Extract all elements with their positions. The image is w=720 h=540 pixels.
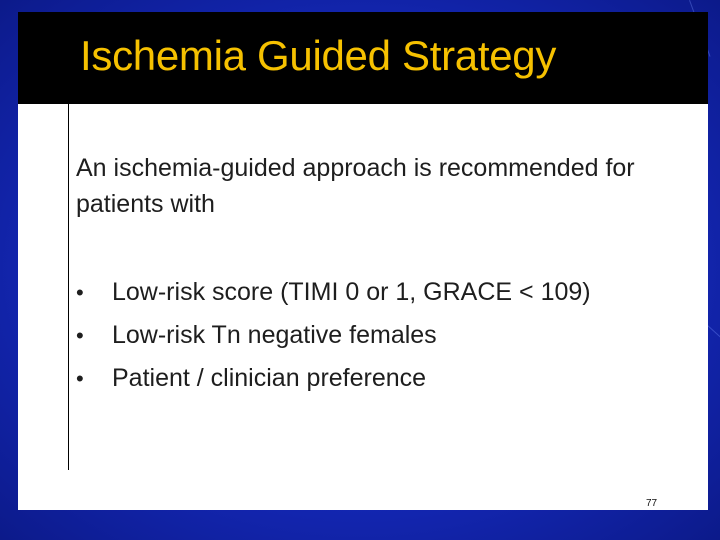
bullet-list bbox=[76, 274, 591, 403]
page-number: 77 bbox=[646, 498, 658, 509]
bullet-text: Patient / clinician preference bbox=[112, 364, 427, 392]
bullet-item bbox=[76, 360, 591, 403]
bullet-text: Low-risk Tn negative females bbox=[112, 321, 437, 349]
bullet-icon: • bbox=[76, 280, 84, 305]
bullet-icon: • bbox=[76, 366, 84, 391]
bullet-icon: • bbox=[76, 323, 84, 348]
title-bar bbox=[18, 12, 708, 104]
intro-text: An ischemia-guided approach is recommended for patients with bbox=[76, 154, 635, 218]
slide-content bbox=[18, 12, 708, 510]
vertical-rule bbox=[68, 104, 69, 470]
bullet-item bbox=[76, 274, 591, 317]
bullet-text: Low-risk score (TIMI 0 or 1, GRACE < 109) bbox=[112, 278, 591, 306]
slide-title: Ischemia Guided Strategy bbox=[80, 32, 557, 79]
bullet-item bbox=[76, 317, 591, 360]
